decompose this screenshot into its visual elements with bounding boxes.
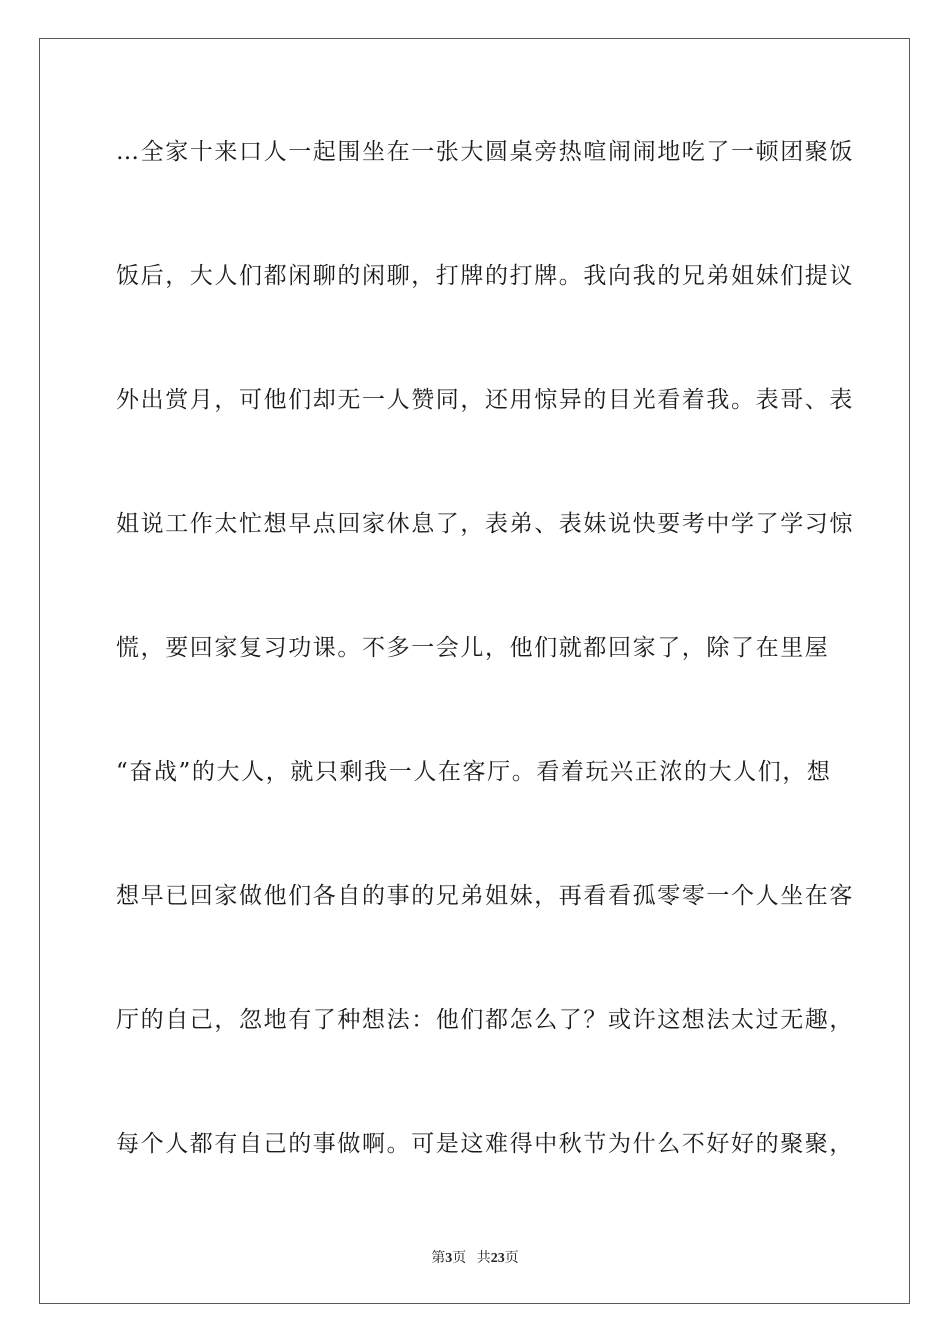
body-line-2: 饭后，大人们都闲聊的闲聊，打牌的打牌。我向我的兄弟姐妹们提议 xyxy=(116,263,854,289)
body-line-4: 姐说工作太忙想早点回家休息了，表弟、表妹说快要考中学了学习惊 xyxy=(116,511,854,537)
body-line-3: 外出赏月，可他们却无一人赞同，还用惊异的目光看着我。表哥、表 xyxy=(116,387,854,413)
page-number: 3 xyxy=(445,1251,453,1266)
page-border xyxy=(39,38,910,1304)
body-line-1: …全家十来口人一起围坐在一张大圆桌旁热喧闹闹地吃了一顿团聚饭 xyxy=(116,139,854,165)
body-line-8: 厅的自己，忽地有了种想法：他们都怎么了？或许这想法太过无趣， xyxy=(116,1007,854,1033)
page-suffix: 页 xyxy=(452,1251,467,1266)
page-prefix: 第 xyxy=(431,1251,446,1266)
body-line-7: 想早已回家做他们各自的事的兄弟姐妹，再看看孤零零一个人坐在客 xyxy=(116,883,854,909)
page-footer xyxy=(0,1247,950,1267)
total-pages: 23 xyxy=(490,1251,505,1266)
total-suffix: 页 xyxy=(504,1251,519,1266)
total-prefix: 共 xyxy=(476,1251,491,1266)
body-line-9: 每个人都有自己的事做啊。可是这难得中秋节为什么不好好的聚聚， xyxy=(116,1131,854,1157)
body-line-5: 慌，要回家复习功课。不多一会儿，他们就都回家了，除了在里屋 xyxy=(116,635,830,661)
body-line-6: “奋战”的大人，就只剩我一人在客厅。看着玩兴正浓的大人们，想 xyxy=(116,759,832,785)
